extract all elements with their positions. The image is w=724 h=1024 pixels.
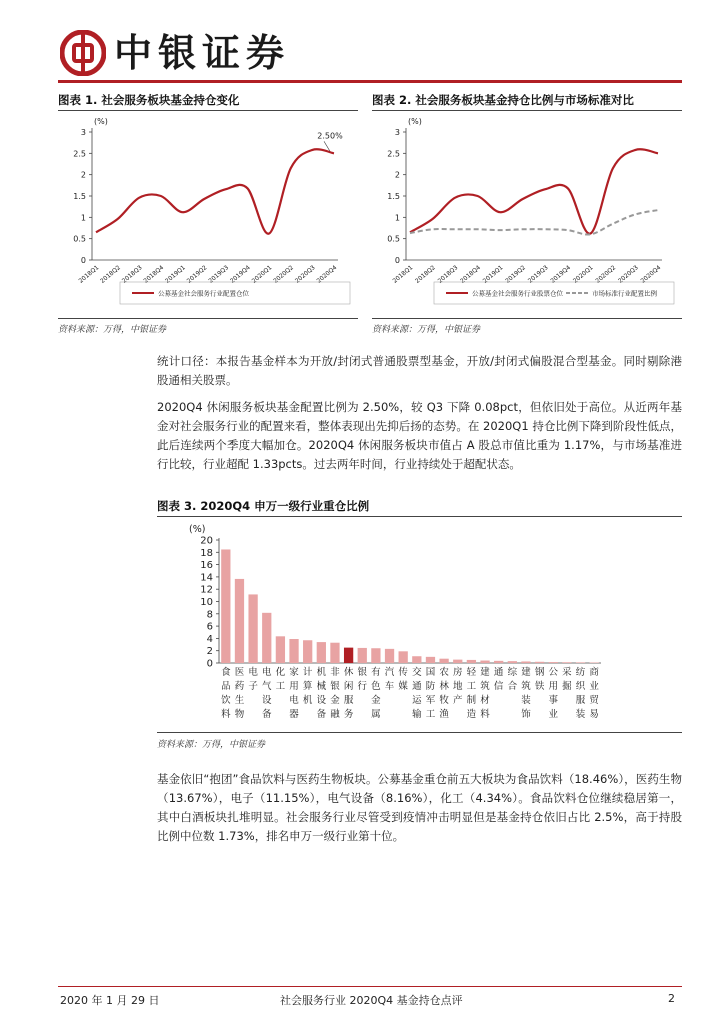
fig3-bar bbox=[262, 613, 271, 663]
fig3-category-label: 传媒 bbox=[398, 667, 408, 692]
fig1-title: 图表 1. 社会服务板块基金持仓变化 bbox=[58, 93, 240, 107]
fig1-x-tick-label: 2019Q4 bbox=[228, 264, 252, 285]
fig1-x-tick-label: 2020Q1 bbox=[250, 264, 274, 285]
fig3-bar bbox=[453, 660, 462, 663]
fig2-x-tick-label: 2020Q1 bbox=[571, 264, 595, 285]
fig3-category-label: 医药生物 bbox=[234, 667, 245, 720]
fig1-x-tick-label: 2018Q1 bbox=[77, 264, 101, 285]
fig3-bar bbox=[480, 661, 489, 663]
fig2-x-tick-label: 2019Q4 bbox=[549, 264, 573, 285]
fig3-category-label: 建筑装饰 bbox=[521, 667, 531, 720]
fig3-bar bbox=[576, 662, 585, 663]
fig3-category-label: 钢铁 bbox=[534, 667, 545, 692]
fig3-bar bbox=[289, 639, 298, 663]
fig3-bar bbox=[330, 643, 339, 663]
fig3-category-label: 银行 bbox=[357, 667, 368, 692]
fig2-chart bbox=[372, 112, 682, 317]
fig3-category-label: 采掘 bbox=[562, 667, 572, 692]
header bbox=[60, 30, 290, 76]
fig3-bar bbox=[439, 659, 448, 663]
fig3-source: 资料来源：万得，中银证券 bbox=[157, 740, 266, 750]
fig3-y-tick-label: 16 bbox=[200, 560, 213, 572]
fig3-category-label: 综合 bbox=[507, 667, 518, 692]
fig3-category-label: 轻工制造 bbox=[466, 667, 477, 720]
fig3-bar bbox=[235, 579, 244, 663]
fig3-bar bbox=[412, 656, 421, 663]
fig3-bar bbox=[521, 661, 530, 663]
fig3-y-tick-label: 20 bbox=[200, 535, 213, 547]
fig3-bar bbox=[385, 649, 394, 663]
fig3-y-tick-label: 6 bbox=[206, 621, 213, 633]
fig1-y-tick-label: 0 bbox=[80, 256, 86, 265]
fig3-y-tick-label: 0 bbox=[206, 658, 213, 670]
fig1-source: 资料来源：万得，中银证券 bbox=[58, 325, 167, 335]
fig3-bar bbox=[221, 549, 230, 663]
brand-name: 中银证券 bbox=[114, 30, 291, 75]
fig3-y-tick-label: 2 bbox=[206, 646, 213, 658]
fig3-category-label: 家用电器 bbox=[289, 667, 299, 720]
fig2-x-tick-label: 2019Q1 bbox=[481, 264, 505, 285]
fig3-bar bbox=[549, 662, 558, 663]
fig3-category-label: 休闲服务 bbox=[343, 667, 354, 720]
fig3-category-label: 计算机 bbox=[302, 667, 313, 706]
fig3-y-tick-label: 12 bbox=[200, 584, 213, 596]
fig3-category-label: 电子 bbox=[248, 667, 258, 692]
fig2-rule bbox=[372, 110, 682, 111]
fig2-x-tick-label: 2018Q4 bbox=[459, 264, 482, 285]
fig3-title: 图表 3. 2020Q4 申万一级行业重仓比例 bbox=[157, 499, 370, 513]
page-number: 2 bbox=[668, 992, 675, 1005]
fig1-x-tick-label: 2018Q4 bbox=[142, 264, 166, 285]
fig3-chart bbox=[157, 518, 682, 730]
fig3-category-label: 电气设备 bbox=[261, 667, 272, 720]
fig3-y-tick-label: 10 bbox=[200, 597, 213, 608]
fig1-x-tick-label: 2020Q3 bbox=[293, 264, 317, 285]
fig2-legend-label-0: 公募基金社会服务行业股票仓位 bbox=[472, 289, 563, 298]
fig3-category-label: 食品饮料 bbox=[221, 667, 231, 720]
fig3-category-label: 非银金融 bbox=[330, 667, 340, 720]
fig1-x-tick-label: 2018Q3 bbox=[120, 264, 144, 285]
fig3-bar bbox=[535, 662, 544, 663]
fig3-category-label: 机械设备 bbox=[316, 667, 327, 720]
fig3-category-label: 商业贸易 bbox=[589, 667, 599, 720]
fig3-bar bbox=[358, 648, 367, 663]
fig1-rule bbox=[58, 110, 358, 111]
fig2-title: 图表 2. 社会服务板块基金持仓比例与市场标准对比 bbox=[372, 93, 634, 107]
fig1-x-tick-label: 2020Q2 bbox=[272, 264, 296, 285]
fig3-category-label: 化工 bbox=[275, 667, 286, 692]
fig1-y-tick-label: 2.5 bbox=[73, 149, 86, 159]
fig2-x-tick-label: 2020Q2 bbox=[594, 264, 618, 285]
fig3-category-label: 建筑材料 bbox=[480, 667, 490, 720]
fig2-y-tick-label: 0 bbox=[394, 256, 400, 265]
fig2-x-tick-label: 2019Q3 bbox=[526, 264, 550, 285]
fig3-rule bbox=[157, 516, 682, 517]
fig1-x-tick-label: 2019Q3 bbox=[207, 264, 231, 285]
fig1-x-tick-label: 2018Q2 bbox=[99, 264, 122, 285]
fig2-bottom-rule bbox=[372, 318, 682, 319]
fig2-y-tick-label: 1 bbox=[394, 213, 400, 223]
fig2-series-line-1 bbox=[410, 210, 658, 234]
fig3-category-label: 纺织服装 bbox=[575, 667, 586, 720]
fig3-category-label: 有色金属 bbox=[371, 667, 381, 720]
footer-date: 2020 年 1 月 29 日 bbox=[60, 994, 160, 1007]
fig2-x-tick-label: 2019Q2 bbox=[504, 264, 528, 285]
fig2-y-tick-label: 3 bbox=[394, 128, 400, 137]
fig3-y-tick-label: 18 bbox=[200, 547, 213, 559]
fig2-y-tick-label: 1.5 bbox=[387, 192, 400, 201]
fig3-bar bbox=[508, 661, 517, 663]
fig1-annotation-label: 2.50% bbox=[317, 131, 343, 141]
fig1-y-tick-label: 0.5 bbox=[73, 234, 86, 244]
fig1-x-tick-label: 2019Q2 bbox=[185, 264, 209, 285]
paragraph-allocation: 2020Q4 休闲服务板块基金配置比例为 2.50%，较 Q3 下降 0.08pct，但依旧处于高位。从近两年基金对社会服务行业的配置来看，整体表现出先抑后扬的态势。在 2020Q1 持仓比例下降到阶段性低点，此后连续两个季度大幅加仓。2020Q4 休闲服务板块市值占 A 股总市值比重为 1.17%，与市场基准进行比较，行业超配 1.33pcts。过去两年时间，行业持续处于超配状态。 bbox=[157, 400, 682, 471]
fig1-y-unit: (%) bbox=[94, 117, 108, 126]
fig2-y-tick-label: 0.5 bbox=[387, 234, 400, 244]
fig3-bar bbox=[562, 662, 571, 663]
fig3-bar bbox=[248, 594, 257, 663]
fig2-x-tick-label: 2020Q3 bbox=[616, 264, 640, 285]
fig1-x-tick-label: 2019Q1 bbox=[164, 264, 187, 285]
footer-rule bbox=[58, 986, 682, 987]
fig3-category-label: 通信 bbox=[493, 667, 504, 692]
bank-logo-icon bbox=[60, 30, 106, 76]
fig2-y-unit: (%) bbox=[408, 117, 422, 126]
fig2-y-tick-label: 2 bbox=[394, 170, 400, 180]
fig2-y-tick-label: 2.5 bbox=[387, 149, 400, 159]
fig3-category-label: 汽车 bbox=[384, 667, 395, 692]
fig1-x-tick-label: 2020Q4 bbox=[315, 264, 339, 285]
footer-report-title: 社会服务行业 2020Q4 基金持仓点评 bbox=[280, 994, 463, 1007]
fig1-chart bbox=[58, 112, 358, 317]
header-rule bbox=[58, 80, 682, 83]
fig3-bar bbox=[399, 651, 408, 663]
paragraph-holdings: 基金依旧“抱团”食品饮料与医药生物板块。公募基金重仓前五大板块为食品饮料（18.46%），医药生物（13.67%），电子（11.15%），电气设备（8.16%），化工（4.34%）。食品饮料仓位继续稳居第一，其中白酒板块扎堆明显。社会服务行业尽管受到疫情冲击明显但是基金持仓依旧占比 2.5%，高于持股比例中位数 1.73%，排名申万一级行业第十位。 bbox=[157, 772, 682, 843]
fig3-y-tick-label: 4 bbox=[206, 633, 213, 645]
fig1-y-tick-label: 1.5 bbox=[73, 192, 86, 201]
fig3-category-label: 农林牧渔 bbox=[439, 667, 449, 720]
fig3-category-label: 房地产 bbox=[452, 667, 463, 706]
fig3-y-tick-label: 14 bbox=[200, 572, 213, 584]
fig3-y-unit: (%) bbox=[189, 524, 206, 535]
fig2-x-tick-label: 2020Q4 bbox=[639, 264, 663, 285]
fig3-category-label: 公用事业 bbox=[548, 667, 559, 720]
fig3-bar bbox=[276, 636, 285, 663]
fig1-y-tick-label: 3 bbox=[80, 128, 86, 137]
fig2-legend-label-1: 市场标准行业配置比例 bbox=[592, 289, 657, 298]
fig3-bar bbox=[371, 648, 380, 663]
fig2-x-tick-label: 2018Q2 bbox=[414, 264, 437, 285]
fig1-legend-label-0: 公募基金社会服务行业配置仓位 bbox=[158, 289, 249, 298]
fig2-series-line-0 bbox=[410, 149, 658, 233]
fig3-bar bbox=[467, 660, 476, 663]
fig3-bar bbox=[494, 661, 503, 663]
fig2-x-tick-label: 2018Q1 bbox=[391, 264, 415, 285]
fig2-x-tick-label: 2018Q3 bbox=[436, 264, 460, 285]
paragraph-methodology: 统计口径：本报告基金样本为开放/封闭式普通股票型基金，开放/封闭式偏股混合型基金。同时剔除港股通相关股票。 bbox=[157, 354, 682, 387]
fig3-bottom-rule bbox=[157, 732, 682, 733]
fig3-category-label: 交通运输 bbox=[412, 667, 422, 720]
fig3-bar bbox=[344, 648, 353, 663]
fig3-category-label: 国防军工 bbox=[425, 667, 436, 720]
fig2-source: 资料来源：万得，中银证券 bbox=[372, 325, 481, 335]
fig3-y-tick-label: 8 bbox=[206, 609, 213, 621]
fig3-bar bbox=[303, 640, 312, 663]
fig1-y-tick-label: 2 bbox=[80, 170, 86, 180]
fig3-bar bbox=[426, 657, 435, 663]
fig1-series-line-0 bbox=[96, 149, 334, 233]
fig1-bottom-rule bbox=[58, 318, 358, 319]
fig1-y-tick-label: 1 bbox=[80, 213, 86, 223]
fig3-bar bbox=[317, 642, 326, 663]
